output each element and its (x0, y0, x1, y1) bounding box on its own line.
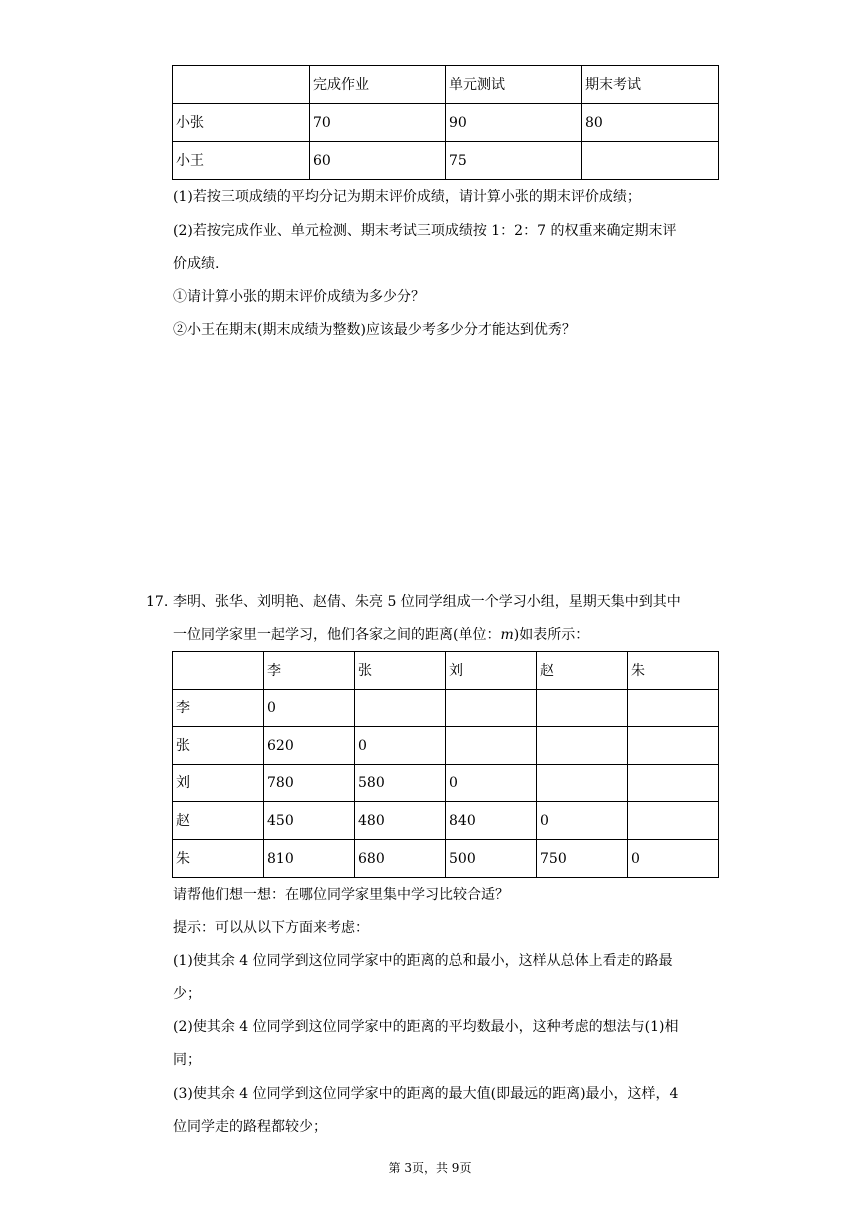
table-cell (173, 652, 264, 690)
score-table (172, 65, 719, 180)
table-cell: 赵 (537, 652, 628, 690)
table-cell: 刘 (446, 652, 537, 690)
table-row (173, 727, 719, 765)
intro-text: 一位同学家里一起学习，他们各家之间的距离(单位： (173, 627, 501, 643)
table-cell: 60 (310, 142, 446, 180)
table-cell: 0 (264, 690, 355, 727)
table-cell (446, 727, 537, 765)
q17-hint-1: (1)使其余 4 位同学到这位同学家中的距离的总和最小，这样从总体上看走的路最 (173, 953, 673, 969)
distance-table (172, 651, 719, 878)
table-cell: 450 (264, 802, 355, 840)
q17-question: 请帮他们想一想：在哪位同学家里集中学习比较合适？ (173, 887, 509, 903)
q17-hint-1-cont: 少； (173, 986, 201, 1002)
table-row (173, 802, 719, 840)
table-cell: 张 (173, 727, 264, 765)
table-cell: 朱 (628, 652, 719, 690)
q17-hint-2-cont: 同； (173, 1052, 201, 1068)
question-number: 17. (146, 594, 169, 610)
table-cell (537, 765, 628, 802)
q16-part-2-i: ①请计算小张的期末评价成绩为多少分？ (173, 289, 425, 305)
q16-part-1: (1)若按三项成绩的平均分记为期末评价成绩，请计算小张的期末评价成绩； (173, 189, 641, 205)
table-header-row (173, 652, 719, 690)
table-cell: 0 (628, 840, 719, 878)
table-cell: 780 (264, 765, 355, 802)
table-cell: 0 (537, 802, 628, 840)
table-cell: 朱 (173, 840, 264, 878)
page-footer: 第 3页，共 9页 (388, 1161, 472, 1175)
table-cell: 80 (582, 104, 719, 142)
table-cell: 810 (264, 840, 355, 878)
table-row (173, 690, 719, 727)
table-cell (537, 690, 628, 727)
table-cell: 0 (355, 727, 446, 765)
table-cell: 580 (355, 765, 446, 802)
table-cell: 750 (537, 840, 628, 878)
table-cell (628, 802, 719, 840)
table-header-row (173, 66, 719, 104)
intro-text: )如表所示： (513, 627, 590, 643)
table-cell: 完成作业 (310, 66, 446, 104)
table-cell: 小张 (173, 104, 310, 142)
table-cell: 0 (446, 765, 537, 802)
q16-part-2-cont: 价成绩. (173, 256, 220, 272)
q17-hint-3: (3)使其余 4 位同学到这位同学家中的距离的最大值(即最远的距离)最小，这样，4 (173, 1086, 679, 1102)
table-cell (582, 142, 719, 180)
q17-hint-2: (2)使其余 4 位同学到这位同学家中的距离的平均数最小，这种考虑的想法与(1)相 (173, 1019, 679, 1035)
table-cell (628, 727, 719, 765)
table-cell: 90 (446, 104, 582, 142)
table-cell: 刘 (173, 765, 264, 802)
q17-hint-3-cont: 位同学走的路程都较少； (173, 1119, 327, 1135)
table-row (173, 840, 719, 878)
table-row (173, 765, 719, 802)
table-cell (628, 690, 719, 727)
table-row (173, 142, 719, 180)
q17-intro-line-2 (173, 625, 589, 645)
q16-part-2: (2)若按完成作业、单元检测、期末考试三项成绩按 1：2：7 的权重来确定期末评 (173, 223, 677, 239)
table-cell: 75 (446, 142, 582, 180)
table-cell: 680 (355, 840, 446, 878)
unit-symbol: m (500, 627, 514, 643)
table-cell (446, 690, 537, 727)
table-cell: 840 (446, 802, 537, 840)
q17-hint: 提示：可以从以下方面来考虑： (173, 920, 369, 936)
table-cell: 500 (446, 840, 537, 878)
table-cell: 620 (264, 727, 355, 765)
table-cell: 期末考试 (582, 66, 719, 104)
q16-part-2-ii: ②小王在期末(期末成绩为整数)应该最少考多少分才能达到优秀？ (173, 322, 576, 338)
table-row (173, 104, 719, 142)
table-cell: 李 (264, 652, 355, 690)
table-cell (355, 690, 446, 727)
table-cell: 小王 (173, 142, 310, 180)
q17-intro-line-1: 李明、张华、刘明艳、赵倩、朱亮 5 位同学组成一个学习小组，星期天集中到其中 (173, 594, 681, 610)
table-cell: 480 (355, 802, 446, 840)
table-cell (537, 727, 628, 765)
table-cell: 70 (310, 104, 446, 142)
table-cell: 单元测试 (446, 66, 582, 104)
table-cell: 李 (173, 690, 264, 727)
table-cell: 赵 (173, 802, 264, 840)
table-cell (173, 66, 310, 104)
table-cell: 张 (355, 652, 446, 690)
table-cell (628, 765, 719, 802)
